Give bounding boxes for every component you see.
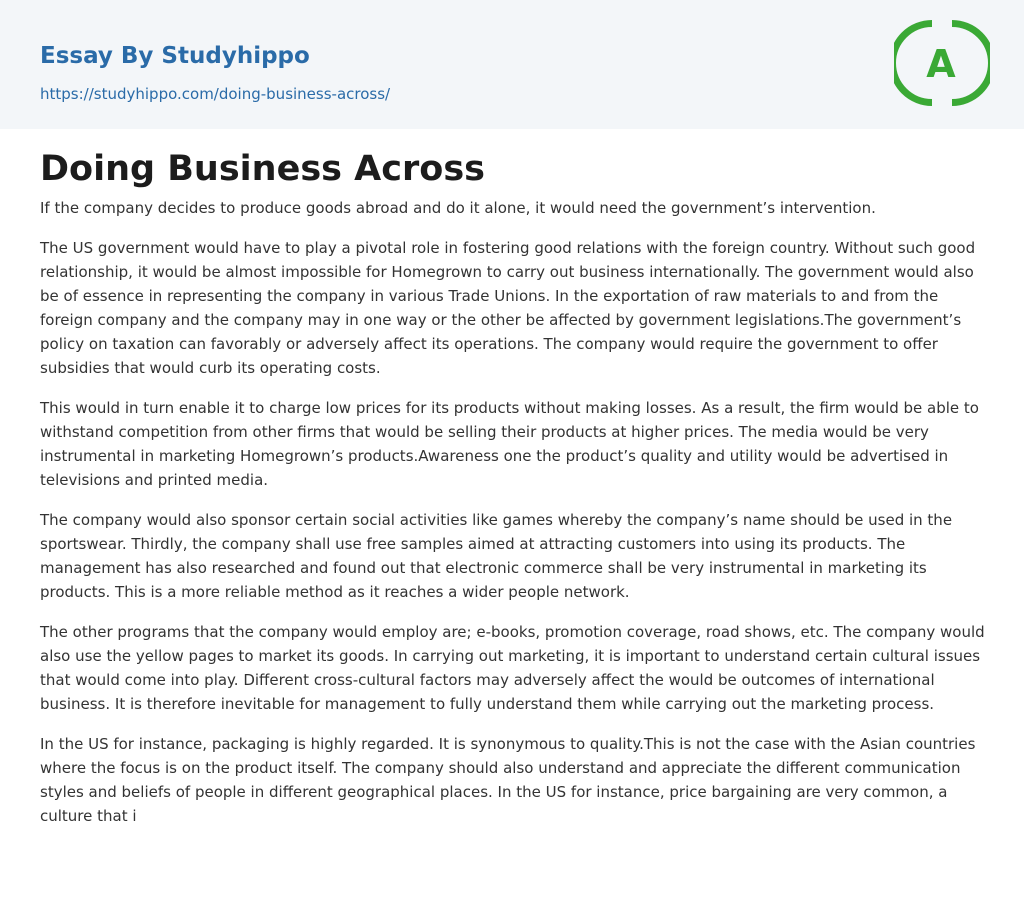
article-paragraph: This would in turn enable it to charge low prices for its products without making losses. As a result, the firm would be able to withstand competition from other firms that would be selling their products at higher prices. The media would be very instrumental in marketing Homegrown’s products.Awareness one the product’s quality and utility would be advertised in televisions and printed media. (40, 399, 979, 489)
article-paragraph: The US government would have to play a pivotal role in fostering good relations with the foreign country. Without such good relationship, it would be almost impossible for Homegrown to carry out business internationally. The government would also be of essence in representing the company in various Trade Unions. In the exportation of raw materials to and from the foreign company and the company may in one way or the other be affected by government legislations.The government’s policy on taxation can favorably or adversely affect its operations. The company would require the government to offer subsidies that would curb its operating costs. (40, 239, 976, 377)
brand-title[interactable]: Essay By Studyhippo (40, 43, 310, 69)
article-paragraph: If the company decides to produce goods abroad and do it alone, it would need the government’s intervention. (40, 199, 876, 217)
article-paragraph: In the US for instance, packaging is highly regarded. It is synonymous to quality.This is not the case with the Asian countries where the focus is on the product itself. The company should also understand and appreciate the different communication styles and beliefs of people in different geographical places. In the US for instance, price bargaining are very common, a culture that i (40, 735, 976, 825)
logo-ring-right-arc (952, 24, 990, 103)
logo-letter: A (926, 42, 956, 86)
article (40, 146, 988, 844)
source-url-link[interactable]: https://studyhippo.com/doing-business-across/ (40, 85, 391, 103)
article-paragraph: The company would also sponsor certain social activities like games whereby the company’s name should be used in the sportswear. Thirdly, the company shall use free samples aimed at attracting customers into using its products. The management has also researched and found out that electronic commerce shall be very instrumental in marketing its products. This is a more reliable method as it reaches a wider people network. (40, 511, 953, 601)
studyhippo-logo-icon[interactable] (894, 18, 990, 108)
page-title: Doing Business Across (40, 149, 485, 189)
site-header (0, 0, 1024, 129)
article-paragraph: The other programs that the company would employ are; e-books, promotion coverage, road shows, etc. The company would also use the yellow pages to market its goods. In carrying out marketing, it is important to understand certain cultural issues that would come into play. Different cross-cultural factors may adversely affect the would be outcomes of international business. It is therefore inevitable for management to fully understand them while carrying out the marketing process. (40, 623, 985, 713)
